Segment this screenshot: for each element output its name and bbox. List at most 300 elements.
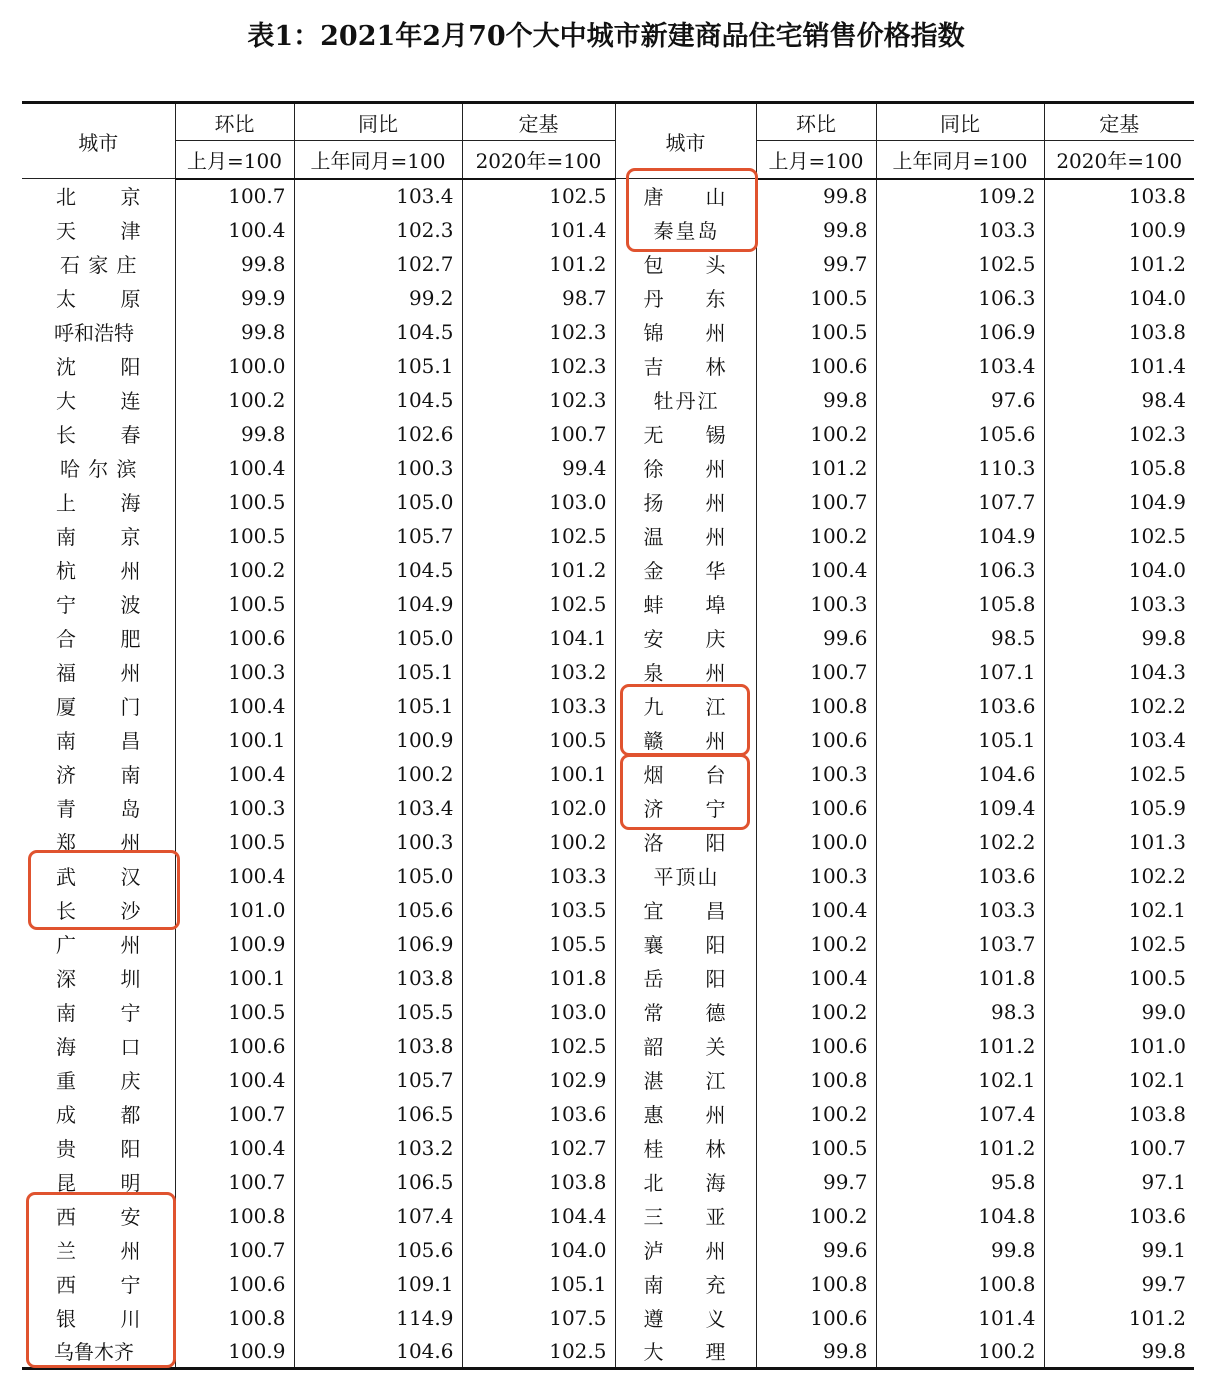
yoy-value: 105.8: [876, 587, 1044, 621]
city-name: 海 口: [56, 1035, 141, 1059]
city-cell: [22, 757, 175, 791]
city-name: 太 原: [56, 287, 141, 311]
yoy-value: 105.5: [294, 995, 462, 1029]
city-name: 济 宁: [643, 797, 726, 821]
table-row: [22, 723, 1194, 757]
city-cell: [22, 723, 175, 757]
fixed-value: 102.9: [462, 1063, 615, 1097]
table-row: [22, 1233, 1194, 1267]
mom-value: 100.5: [175, 587, 294, 621]
city-name: 济 南: [56, 763, 141, 787]
city-cell: [22, 281, 175, 315]
fixed-value: 100.1: [462, 757, 615, 791]
city-cell: [22, 315, 175, 349]
table-row: [22, 1063, 1194, 1097]
fixed-value: 102.5: [462, 587, 615, 621]
table-row: [22, 995, 1194, 1029]
yoy-value: 103.2: [294, 1131, 462, 1165]
mom-value: 100.4: [175, 1131, 294, 1165]
fixed-value: 103.3: [462, 859, 615, 893]
city-cell: [22, 825, 175, 859]
yoy-value: 105.6: [294, 1233, 462, 1267]
yoy-value: 104.5: [294, 553, 462, 587]
mom-value: 100.8: [175, 1301, 294, 1335]
mom-value: 100.6: [756, 723, 876, 757]
yoy-value: 105.0: [294, 859, 462, 893]
city-name: 桂 林: [643, 1137, 726, 1161]
city-name: 安 庆: [643, 627, 726, 651]
fixed-value: 103.6: [462, 1097, 615, 1131]
table-row: [22, 587, 1194, 621]
yoy-value: 102.7: [294, 247, 462, 281]
city-cell: [615, 315, 756, 349]
fixed-value: 100.5: [1044, 961, 1194, 995]
mom-value: 100.2: [756, 1199, 876, 1233]
fixed-value: 103.8: [462, 1165, 615, 1199]
city-name: 长 沙: [56, 899, 141, 923]
city-name: 岳 阳: [643, 967, 726, 991]
fixed-value: 99.8: [1044, 621, 1194, 655]
city-cell: [22, 1063, 175, 1097]
fixed-value: 99.1: [1044, 1233, 1194, 1267]
yoy-value: 104.8: [876, 1199, 1044, 1233]
mom-value: 100.3: [175, 791, 294, 825]
city-name: 南 充: [643, 1273, 726, 1297]
mom-value: 100.4: [175, 689, 294, 723]
mom-value: 100.7: [175, 179, 294, 213]
city-cell: [22, 689, 175, 723]
table-row: [22, 281, 1194, 315]
yoy-value: 104.9: [294, 587, 462, 621]
mom-value: 100.9: [175, 927, 294, 961]
yoy-value: 100.2: [294, 757, 462, 791]
mom-value: 100.3: [756, 587, 876, 621]
city-name: 北 海: [643, 1171, 726, 1195]
city-cell: [615, 1233, 756, 1267]
header-city-right: 城市: [615, 103, 756, 179]
mom-value: 100.4: [175, 451, 294, 485]
table-row: [22, 825, 1194, 859]
city-cell: [615, 723, 756, 757]
fixed-value: 101.2: [1044, 1301, 1194, 1335]
city-cell: [22, 621, 175, 655]
city-name: 金 华: [643, 559, 726, 583]
mom-value: 100.6: [756, 1029, 876, 1063]
fixed-value: 103.6: [1044, 1199, 1194, 1233]
fixed-value: 103.8: [1044, 315, 1194, 349]
yoy-value: 102.1: [876, 1063, 1044, 1097]
mom-value: 100.0: [175, 349, 294, 383]
table-row: [22, 1165, 1194, 1199]
city-cell: [615, 1063, 756, 1097]
city-cell: [615, 961, 756, 995]
header-mom-right: 环比: [756, 103, 876, 141]
fixed-value: 100.2: [462, 825, 615, 859]
yoy-value: 99.8: [876, 1233, 1044, 1267]
city-name: 洛 阳: [643, 831, 726, 855]
table-row: [22, 859, 1194, 893]
fixed-value: 98.7: [462, 281, 615, 315]
mom-value: 100.5: [175, 519, 294, 553]
fixed-value: 102.5: [462, 179, 615, 213]
mom-value: 100.5: [756, 315, 876, 349]
table-row: [22, 1029, 1194, 1063]
city-cell: [615, 383, 756, 417]
yoy-value: 105.1: [294, 689, 462, 723]
header-fixed-left: 定基: [462, 103, 615, 141]
city-name: 平 顶 山: [653, 865, 718, 889]
mom-value: 100.3: [756, 757, 876, 791]
mom-value: 100.4: [756, 553, 876, 587]
city-name: 福 州: [56, 661, 141, 685]
mom-value: 100.7: [175, 1097, 294, 1131]
mom-value: 101.0: [175, 893, 294, 927]
fixed-value: 104.9: [1044, 485, 1194, 519]
city-name: 厦 门: [56, 695, 141, 719]
mom-value: 100.1: [175, 723, 294, 757]
yoy-value: 97.6: [876, 383, 1044, 417]
city-cell: [22, 859, 175, 893]
yoy-value: 103.3: [876, 893, 1044, 927]
mom-value: 99.8: [175, 247, 294, 281]
city-name: 蚌 埠: [643, 593, 726, 617]
table-row: [22, 655, 1194, 689]
city-name: 温 州: [643, 525, 726, 549]
city-cell: [22, 961, 175, 995]
table-row: [22, 315, 1194, 349]
mom-value: 100.8: [175, 1199, 294, 1233]
city-name: 南 京: [56, 525, 141, 549]
table-row: [22, 1335, 1194, 1369]
table-row: [22, 213, 1194, 247]
city-cell: [22, 1165, 175, 1199]
fixed-value: 99.0: [1044, 995, 1194, 1029]
city-cell: [22, 1131, 175, 1165]
yoy-value: 104.5: [294, 315, 462, 349]
fixed-value: 103.8: [1044, 1097, 1194, 1131]
table-body: [22, 179, 1194, 1369]
city-cell: [615, 825, 756, 859]
fixed-value: 102.1: [1044, 893, 1194, 927]
fixed-value: 102.3: [462, 349, 615, 383]
fixed-value: 101.0: [1044, 1029, 1194, 1063]
fixed-value: 102.3: [1044, 417, 1194, 451]
table-row: [22, 621, 1194, 655]
yoy-value: 105.1: [876, 723, 1044, 757]
city-cell: [22, 349, 175, 383]
mom-value: 99.8: [756, 213, 876, 247]
table-row: [22, 349, 1194, 383]
table-row: [22, 179, 1194, 213]
city-name: 成 都: [56, 1103, 141, 1127]
yoy-value: 103.4: [294, 179, 462, 213]
yoy-value: 109.1: [294, 1267, 462, 1301]
city-cell: [22, 451, 175, 485]
mom-value: 100.6: [175, 621, 294, 655]
yoy-value: 101.2: [876, 1131, 1044, 1165]
fixed-value: 104.1: [462, 621, 615, 655]
city-name: 包 头: [643, 253, 726, 277]
fixed-value: 101.4: [462, 213, 615, 247]
fixed-value: 105.1: [462, 1267, 615, 1301]
yoy-value: 100.2: [876, 1335, 1044, 1369]
header-mom-base-left: 上月=100: [175, 141, 294, 179]
header-yoy-base-right: 上年同月=100: [876, 141, 1044, 179]
fixed-value: 104.0: [462, 1233, 615, 1267]
mom-value: 100.2: [175, 553, 294, 587]
city-name: 秦 皇 岛: [653, 219, 718, 243]
city-name: 哈 尔 滨: [60, 457, 137, 481]
yoy-value: 103.7: [876, 927, 1044, 961]
fixed-value: 102.5: [1044, 519, 1194, 553]
city-cell: [615, 655, 756, 689]
mom-value: 100.6: [756, 349, 876, 383]
mom-value: 100.7: [756, 655, 876, 689]
mom-value: 100.4: [175, 859, 294, 893]
yoy-value: 100.3: [294, 825, 462, 859]
city-name: 青 岛: [56, 797, 141, 821]
table-row: [22, 1199, 1194, 1233]
city-cell: [615, 553, 756, 587]
city-name: 徐 州: [643, 457, 726, 481]
city-cell: [615, 791, 756, 825]
city-cell: [22, 995, 175, 1029]
yoy-value: 103.3: [876, 213, 1044, 247]
mom-value: 100.5: [175, 995, 294, 1029]
yoy-value: 106.9: [294, 927, 462, 961]
city-cell: [22, 179, 175, 213]
fixed-value: 102.0: [462, 791, 615, 825]
table-row: [22, 1301, 1194, 1335]
yoy-value: 106.5: [294, 1165, 462, 1199]
city-cell: [615, 1335, 756, 1369]
city-name: 大 理: [643, 1340, 726, 1365]
yoy-value: 105.0: [294, 485, 462, 519]
mom-value: 100.5: [175, 825, 294, 859]
mom-value: 100.6: [756, 1301, 876, 1335]
header-city-left: 城市: [22, 103, 175, 179]
mom-value: 100.6: [175, 1029, 294, 1063]
city-name: 广 州: [56, 933, 141, 957]
mom-value: 99.8: [175, 315, 294, 349]
city-name: 呼 和 浩 特: [54, 321, 134, 345]
table-row: [22, 757, 1194, 791]
mom-value: 100.8: [756, 1267, 876, 1301]
yoy-value: 103.8: [294, 1029, 462, 1063]
city-cell: [615, 995, 756, 1029]
fixed-value: 104.0: [1044, 281, 1194, 315]
mom-value: 99.6: [756, 621, 876, 655]
mom-value: 100.4: [175, 213, 294, 247]
yoy-value: 95.8: [876, 1165, 1044, 1199]
fixed-value: 102.2: [1044, 859, 1194, 893]
city-cell: [615, 893, 756, 927]
table-row: [22, 1131, 1194, 1165]
city-cell: [22, 1267, 175, 1301]
city-name: 九 江: [643, 695, 726, 719]
mom-value: 100.5: [756, 1131, 876, 1165]
fixed-value: 99.8: [1044, 1335, 1194, 1369]
yoy-value: 103.6: [876, 689, 1044, 723]
city-cell: [22, 655, 175, 689]
mom-value: 99.7: [756, 247, 876, 281]
yoy-value: 101.8: [876, 961, 1044, 995]
fixed-value: 98.4: [1044, 383, 1194, 417]
fixed-value: 103.4: [1044, 723, 1194, 757]
mom-value: 100.3: [175, 655, 294, 689]
header-fixed-base-left: 2020年=100: [462, 141, 615, 179]
city-name: 赣 州: [643, 729, 726, 753]
fixed-value: 99.4: [462, 451, 615, 485]
fixed-value: 101.2: [1044, 247, 1194, 281]
city-cell: [615, 451, 756, 485]
city-name: 南 昌: [56, 729, 141, 753]
yoy-value: 102.3: [294, 213, 462, 247]
yoy-value: 101.2: [876, 1029, 1044, 1063]
city-cell: [615, 281, 756, 315]
yoy-value: 105.6: [294, 893, 462, 927]
fixed-value: 100.9: [1044, 213, 1194, 247]
mom-value: 100.2: [756, 519, 876, 553]
mom-value: 101.2: [756, 451, 876, 485]
fixed-value: 103.5: [462, 893, 615, 927]
city-cell: [22, 1029, 175, 1063]
yoy-value: 98.3: [876, 995, 1044, 1029]
header-mom-left: 环比: [175, 103, 294, 141]
price-index-table: [22, 101, 1194, 1370]
city-cell: [615, 485, 756, 519]
city-cell: [615, 1199, 756, 1233]
mom-value: 100.2: [756, 995, 876, 1029]
yoy-value: 100.3: [294, 451, 462, 485]
table-row: [22, 519, 1194, 553]
yoy-value: 106.3: [876, 553, 1044, 587]
city-name: 上 海: [56, 491, 141, 515]
city-cell: [615, 1267, 756, 1301]
city-name: 三 亚: [643, 1205, 726, 1229]
yoy-value: 105.7: [294, 519, 462, 553]
yoy-value: 104.5: [294, 383, 462, 417]
city-name: 唐 山: [643, 185, 726, 210]
yoy-value: 107.4: [876, 1097, 1044, 1131]
table-title: 表1：2021年2月70个大中城市新建商品住宅销售价格指数: [247, 21, 965, 52]
table-row: [22, 1267, 1194, 1301]
city-name: 长 春: [56, 423, 141, 447]
city-name: 西 安: [56, 1205, 141, 1229]
city-name: 无 锡: [643, 423, 726, 447]
mom-value: 100.4: [175, 1063, 294, 1097]
header-fixed-base-right: 2020年=100: [1044, 141, 1194, 179]
fixed-value: 101.2: [462, 553, 615, 587]
city-cell: [615, 757, 756, 791]
city-name: 宜 昌: [643, 899, 726, 923]
city-cell: [22, 383, 175, 417]
city-cell: [615, 417, 756, 451]
yoy-value: 105.1: [294, 349, 462, 383]
table-row: [22, 893, 1194, 927]
fixed-value: 102.5: [462, 519, 615, 553]
mom-value: 100.2: [756, 927, 876, 961]
yoy-value: 107.7: [876, 485, 1044, 519]
mom-value: 100.7: [756, 485, 876, 519]
header-fixed-right: 定基: [1044, 103, 1194, 141]
fixed-value: 102.5: [1044, 927, 1194, 961]
city-cell: [615, 1097, 756, 1131]
city-name: 乌 鲁 木 齐: [54, 1340, 134, 1365]
city-cell: [22, 1097, 175, 1131]
yoy-value: 98.5: [876, 621, 1044, 655]
yoy-value: 103.4: [876, 349, 1044, 383]
city-cell: [22, 485, 175, 519]
fixed-value: 105.5: [462, 927, 615, 961]
mom-value: 99.9: [175, 281, 294, 315]
city-name: 烟 台: [643, 763, 726, 787]
city-name: 北 京: [56, 185, 141, 210]
city-cell: [615, 859, 756, 893]
mom-value: 100.4: [756, 893, 876, 927]
fixed-value: 103.0: [462, 485, 615, 519]
table-row: [22, 1097, 1194, 1131]
fixed-value: 99.7: [1044, 1267, 1194, 1301]
table-row: [22, 553, 1194, 587]
city-cell: [22, 791, 175, 825]
city-name: 湛 江: [643, 1069, 726, 1093]
city-name: 韶 关: [643, 1035, 726, 1059]
mom-value: 100.6: [175, 1267, 294, 1301]
city-name: 西 宁: [56, 1273, 141, 1297]
yoy-value: 100.8: [876, 1267, 1044, 1301]
city-cell: [615, 213, 756, 247]
fixed-value: 103.8: [1044, 179, 1194, 213]
yoy-value: 114.9: [294, 1301, 462, 1335]
city-name: 惠 州: [643, 1103, 726, 1127]
yoy-value: 107.1: [876, 655, 1044, 689]
fixed-value: 100.5: [462, 723, 615, 757]
city-name: 郑 州: [56, 831, 141, 855]
yoy-value: 105.6: [876, 417, 1044, 451]
table-row: [22, 451, 1194, 485]
mom-value: 99.8: [756, 383, 876, 417]
mom-value: 100.8: [756, 689, 876, 723]
mom-value: 100.0: [756, 825, 876, 859]
yoy-value: 109.2: [876, 179, 1044, 213]
yoy-value: 102.2: [876, 825, 1044, 859]
fixed-value: 102.5: [462, 1029, 615, 1063]
city-name: 扬 州: [643, 491, 726, 515]
city-name: 深 圳: [56, 967, 141, 991]
city-name: 天 津: [56, 219, 141, 243]
mom-value: 100.6: [756, 791, 876, 825]
city-name: 贵 阳: [56, 1137, 141, 1161]
city-name: 石 家 庄: [60, 253, 137, 277]
mom-value: 99.8: [175, 417, 294, 451]
mom-value: 100.2: [756, 417, 876, 451]
city-name: 常 德: [643, 1001, 726, 1025]
city-name: 合 肥: [56, 627, 141, 651]
yoy-value: 100.9: [294, 723, 462, 757]
fixed-value: 100.7: [1044, 1131, 1194, 1165]
table-row: [22, 485, 1194, 519]
city-name: 锦 州: [643, 321, 726, 345]
city-cell: [615, 621, 756, 655]
city-cell: [22, 1199, 175, 1233]
city-name: 大 连: [56, 389, 141, 413]
table-row: [22, 417, 1194, 451]
city-cell: [615, 1301, 756, 1335]
mom-value: 100.7: [175, 1165, 294, 1199]
fixed-value: 100.7: [462, 417, 615, 451]
fixed-value: 102.2: [1044, 689, 1194, 723]
